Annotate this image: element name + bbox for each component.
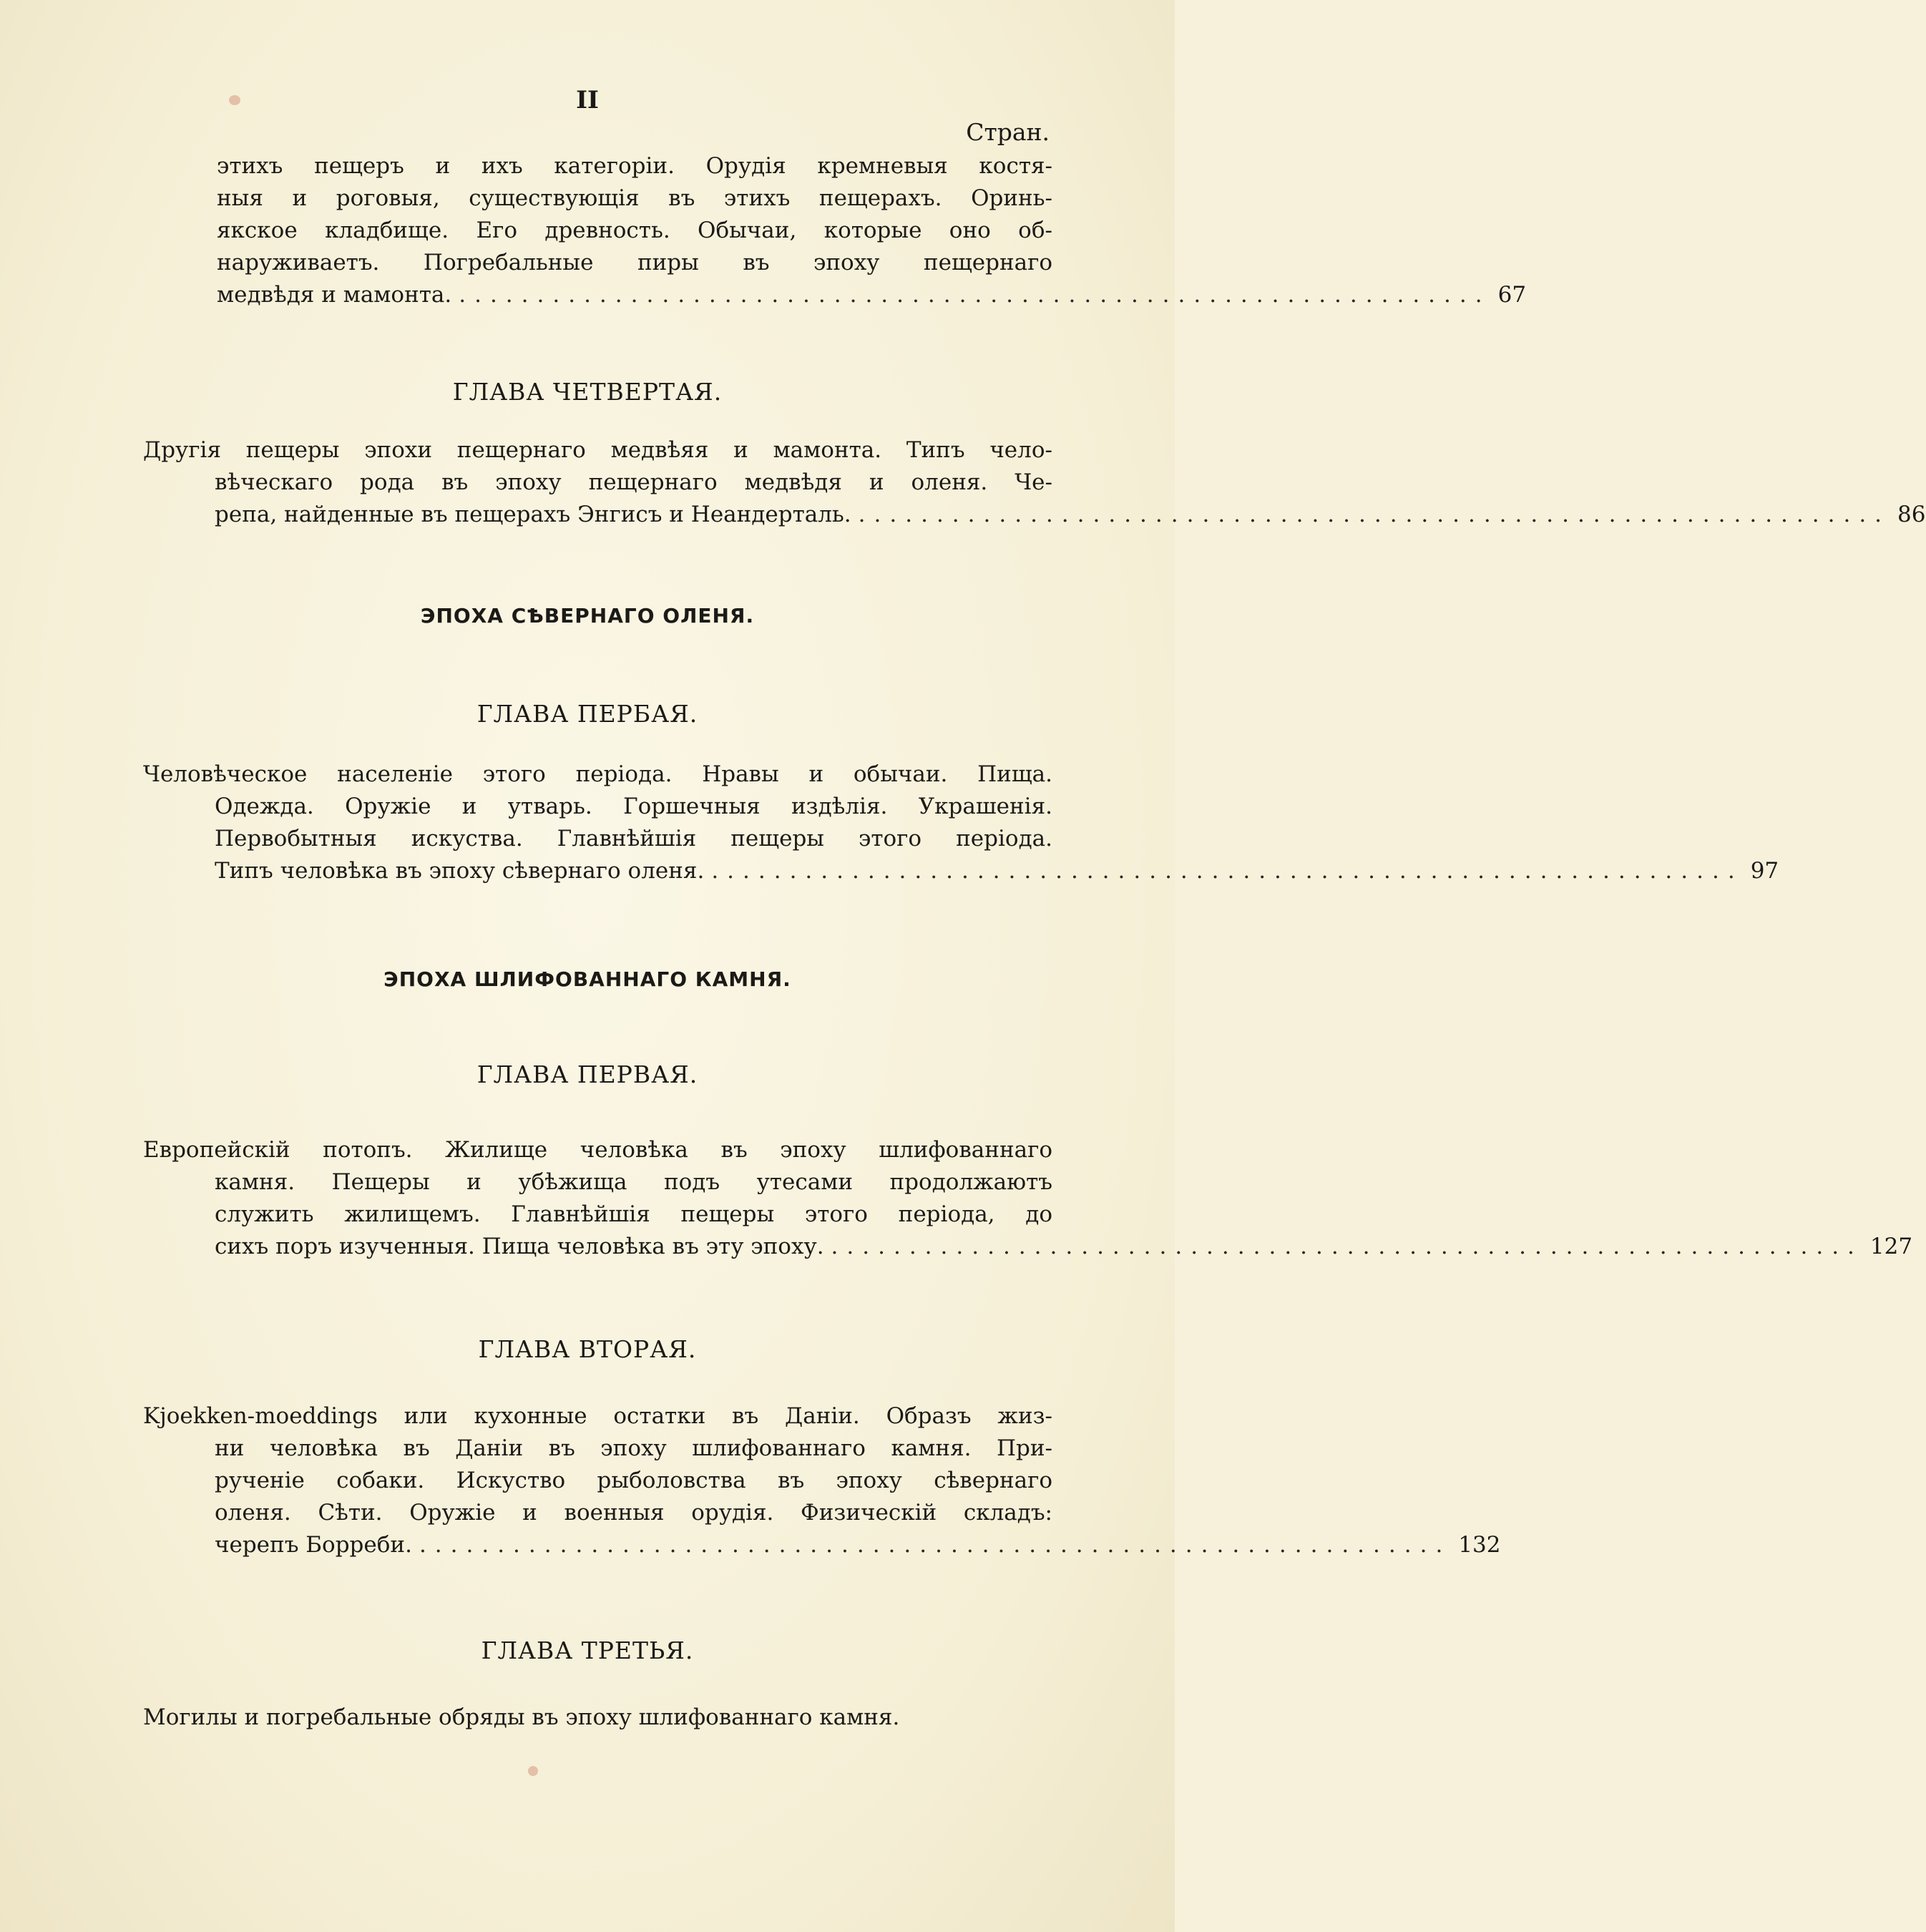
entry-line: Kjoekken-moeddings или кухонные остатки въ Данiи. Образъ жиз- — [143, 1403, 1052, 1429]
entry-line: Человѣческое населенiе этого перiода. Нравы и обычаи. Пища. — [143, 761, 1052, 787]
entry-line: репа, найденные въ пещерахъ Энгисъ и Неандерталь. — [215, 502, 851, 527]
ink-spot — [528, 1766, 538, 1776]
entry-last-line — [215, 1529, 1501, 1561]
entry-line: этихъ пещеръ и ихъ категорiи. Орудiя кремневыя костя- — [217, 153, 1052, 179]
toc-entry-polished-chapter-one — [143, 1134, 1913, 1263]
dot-leader: .................................................................. — [459, 282, 1491, 308]
entry-line: медвѣдя и мамонта. — [217, 282, 452, 308]
entry-line: Могилы и погребальные обряды въ эпоху шлифованнаго камня. — [143, 1704, 900, 1730]
page-number: II — [576, 86, 599, 114]
chapter-heading: ГЛАВА ТРЕТЬЯ. — [481, 1636, 694, 1664]
entry-line: Другiя пещеры эпохи пещернаго медвѣяя и мамонта. Типъ чело- — [143, 437, 1052, 463]
chapter-heading: ГЛАВА ЧЕТВЕРТАЯ. — [452, 378, 723, 406]
page-reference: 97 — [1750, 858, 1779, 884]
page-reference: 86 — [1897, 502, 1926, 527]
entry-last-line — [215, 1231, 1913, 1263]
dot-leader: .................................................................. — [858, 502, 1891, 527]
entry-last-line — [217, 279, 1527, 311]
entry-line: вѣческаго рода въ эпоху пещернаго медвѣдя и оленя. Че- — [215, 469, 1052, 495]
epoch-heading: ЭПОХА ШЛИФОВАННАГО КАМНЯ. — [383, 967, 791, 991]
entry-last-line — [215, 855, 1779, 887]
dot-leader: .................................................................. — [711, 858, 1744, 884]
entry-last-line — [215, 499, 1926, 531]
page-reference: 67 — [1497, 282, 1527, 308]
entry-line: Европейскiй потопъ. Жилище человѣка въ эпоху шлифованнаго — [143, 1137, 1052, 1163]
toc-entry-polished-chapter-two — [143, 1400, 1501, 1561]
dot-leader: .................................................................. — [419, 1532, 1452, 1558]
entry-line: наруживаетъ. Погребальные пиры въ эпоху пещернаго — [217, 250, 1052, 275]
toc-entry-polished-chapter-three — [143, 1702, 1052, 1734]
entry-line: оленя. Сѣти. Оружiе и военныя орудiя. Физическiй складъ: — [215, 1500, 1052, 1526]
entry-line: якское кладбище. Его древность. Обычаи, которые оно об- — [217, 218, 1052, 243]
chapter-heading: ГЛАВА ПЕРБАЯ. — [476, 700, 698, 728]
page-reference: 132 — [1458, 1532, 1501, 1558]
entry-line: служить жилищемъ. Главнѣйшiя пещеры этого перiода, до — [215, 1201, 1052, 1227]
dot-leader: .................................................................. — [831, 1234, 1863, 1259]
chapter-heading: ГЛАВА ВТОРАЯ. — [478, 1335, 697, 1363]
toc-entry-caves — [217, 150, 1527, 311]
entry-line: Одежда. Оружiе и утварь. Горшечныя издѣлiя. Украшенiя. — [215, 794, 1052, 819]
toc-entry-reindeer-chapter-one — [143, 758, 1779, 887]
entry-line: черепъ Борреби. — [215, 1532, 412, 1558]
chapter-heading: ГЛАВА ПЕРВАЯ. — [476, 1060, 698, 1088]
entry-line: Типъ человѣка въ эпоху сѣвернаго оленя. — [215, 858, 705, 884]
page-reference: 127 — [1869, 1234, 1913, 1259]
entry-line: ныя и роговыя, существующiя въ этихъ пещерахъ. Оринь- — [217, 185, 1052, 211]
page-column-header: Стран. — [966, 118, 1050, 146]
epoch-heading: ЭПОХА СѢВЕРНАГО ОЛЕНЯ. — [420, 604, 755, 628]
entry-line: камня. Пещеры и убѣжища подъ утесами продолжаютъ — [215, 1169, 1052, 1195]
entry-line: Первобытныя искуства. Главнѣйшiя пещеры этого перiода. — [215, 826, 1052, 852]
entry-line: рученiе собаки. Искуство рыболовства въ эпоху сѣвернаго — [215, 1468, 1052, 1493]
entry-line: сихъ поръ изученныя. Пища человѣка въ эту эпоху. — [215, 1234, 824, 1259]
toc-entry-chapter-four — [143, 434, 1926, 531]
entry-line: ни человѣка въ Данiи въ эпоху шлифованнаго камня. При- — [215, 1435, 1052, 1461]
